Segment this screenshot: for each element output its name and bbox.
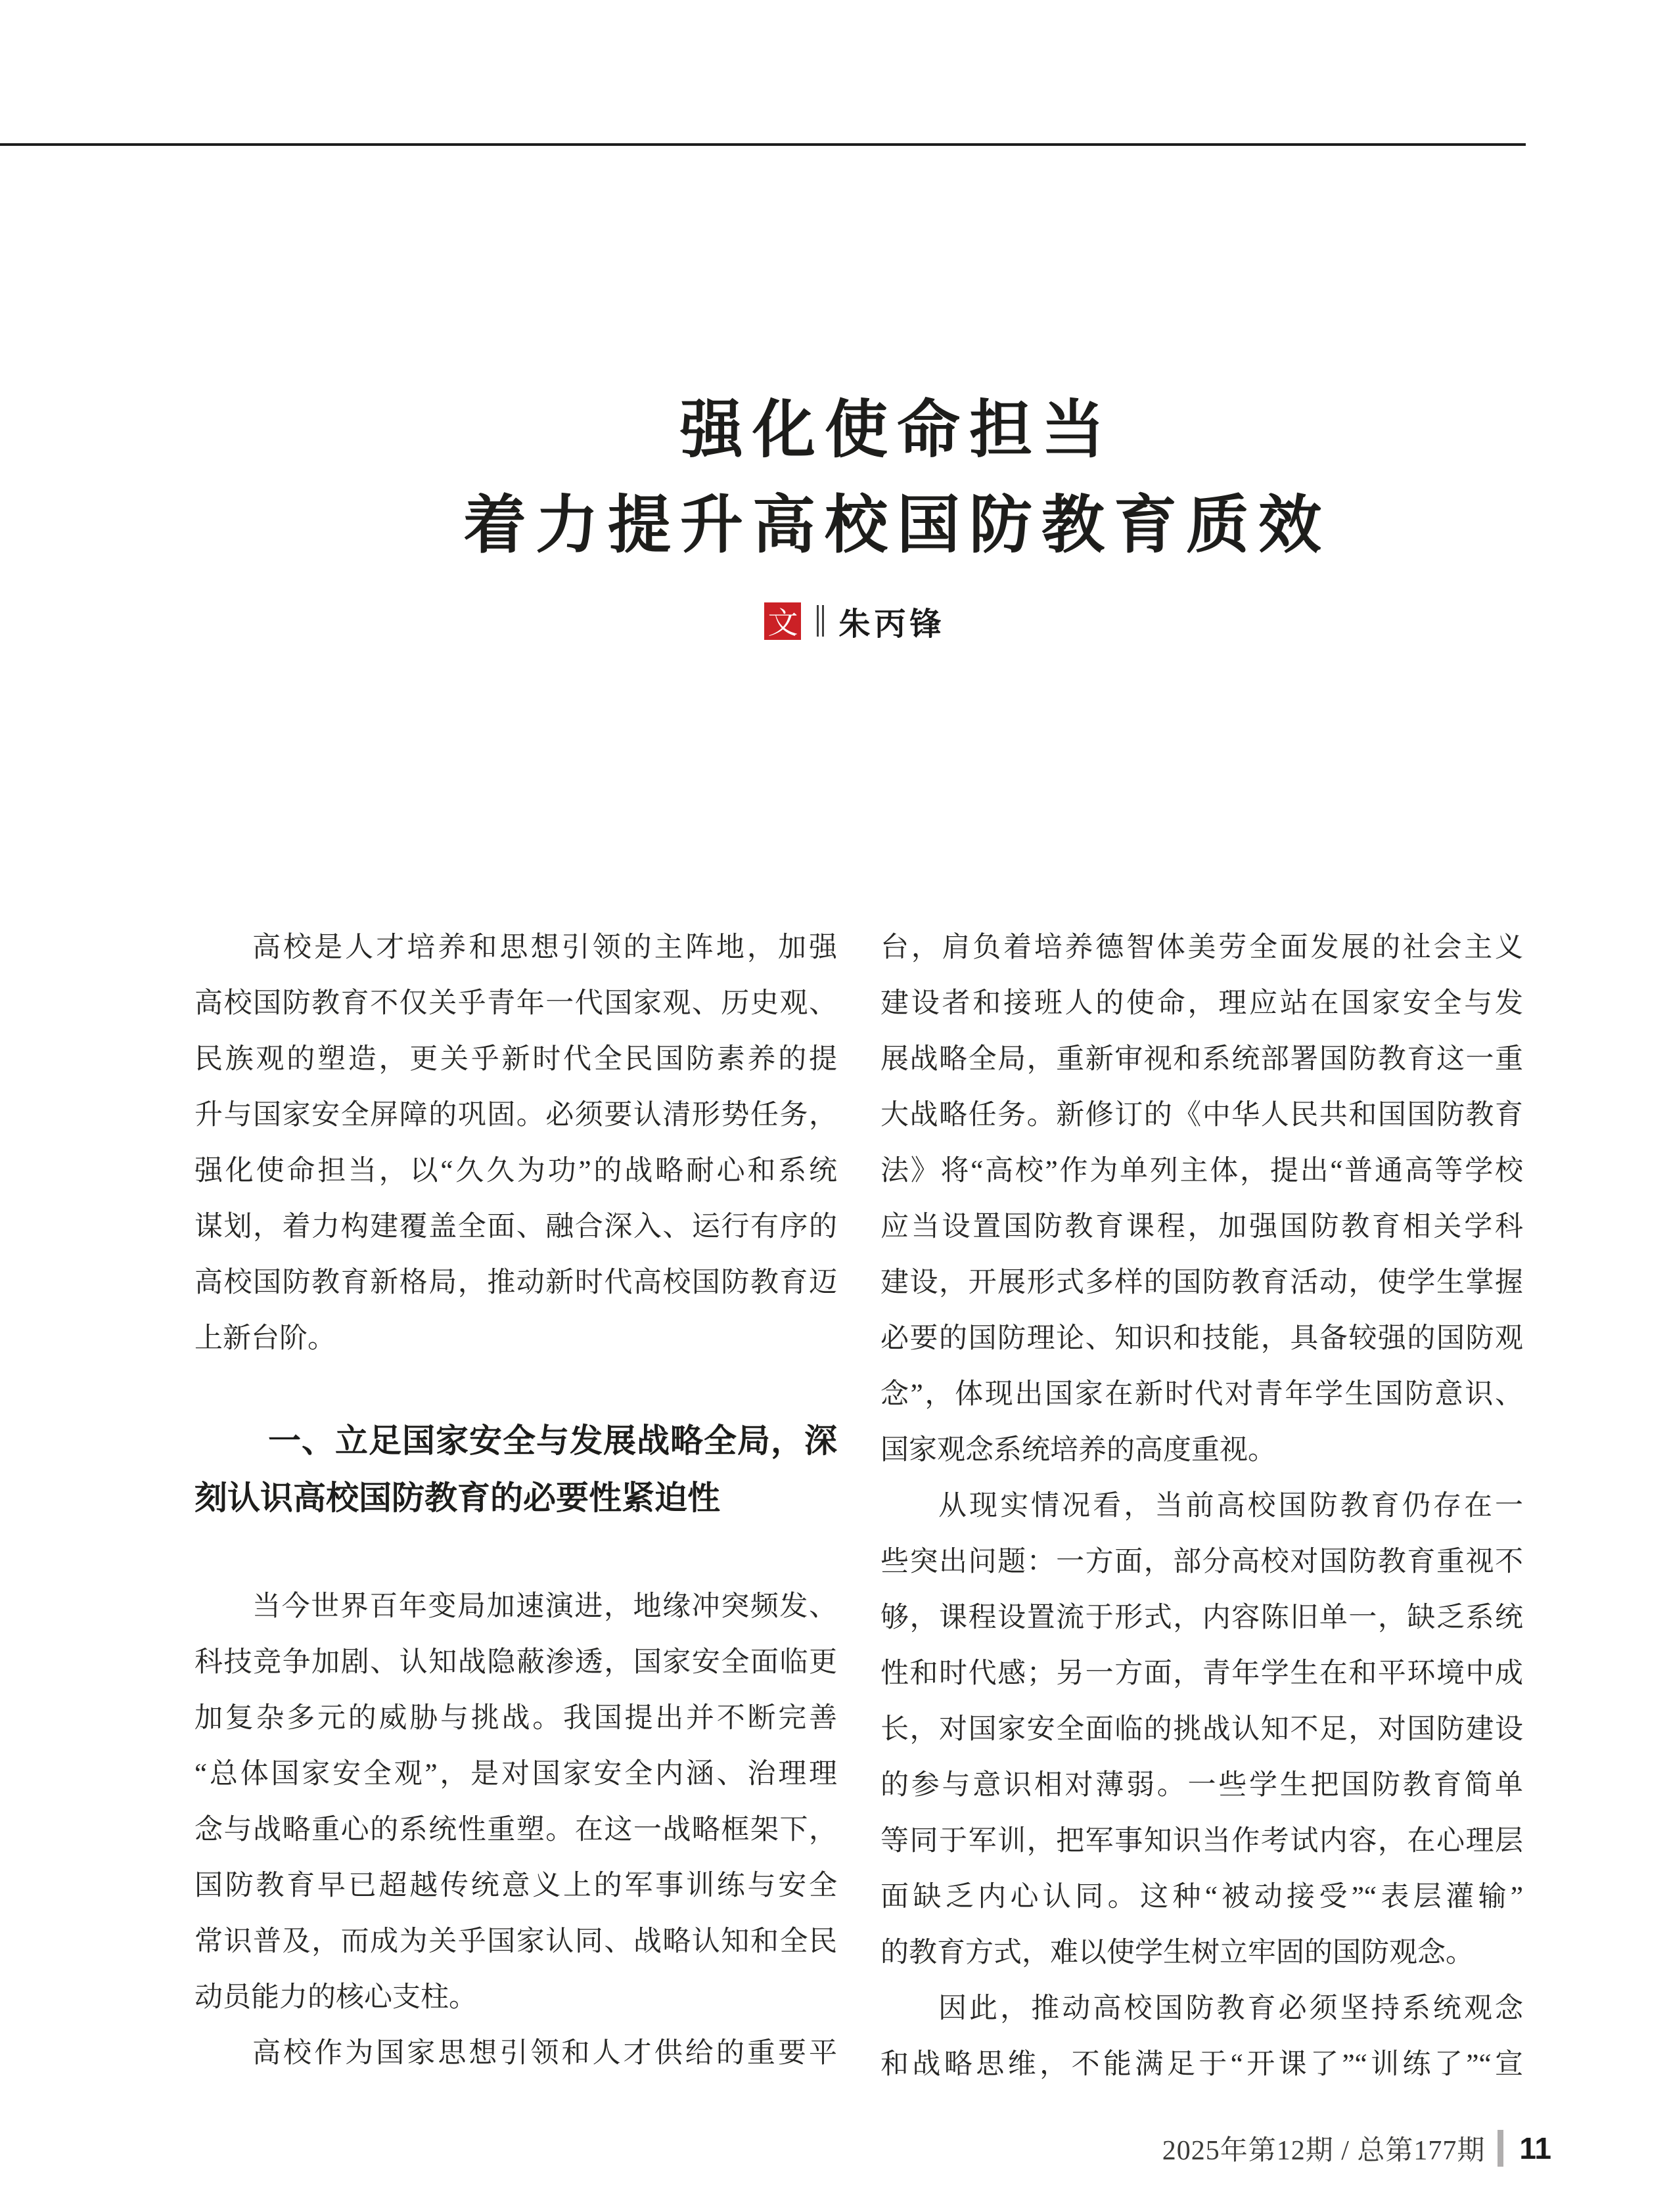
left-column: [194, 920, 837, 2081]
text-line: 高校国防教育不仅关乎青年一代国家观、历史观、: [194, 988, 837, 1019]
text-line: 些突出问题：一方面，部分高校对国防教育重视不: [880, 1546, 1523, 1577]
text-line: 因此，推动高校国防教育必须坚持系统观念: [938, 1993, 1523, 2024]
text-line: 展战略全局，重新审视和系统部署国防教育这一重: [880, 1044, 1523, 1075]
text-line: 国防教育早已超越传统意义上的军事训练与安全: [194, 1870, 837, 1901]
text-line: 上新台阶。: [194, 1323, 336, 1354]
paragraph: [194, 2025, 837, 2081]
text-line: 谋划，着力构建覆盖全面、融合深入、运行有序的: [194, 1211, 837, 1242]
text-line: 大战略任务。新修订的《中华人民共和国国防教育: [880, 1100, 1523, 1131]
paragraph: [194, 920, 837, 1366]
text-line: 升与国家安全屏障的巩固。必须要认清形势任务，: [194, 1100, 837, 1131]
footer-issue-info: 2025年第12期 / 总第177期: [1162, 2136, 1486, 2166]
paragraph: [880, 1478, 1523, 1981]
text-line: 高校是人才培养和思想引领的主阵地，加强: [252, 932, 837, 963]
byline: [41, 602, 1669, 640]
text-line: 建设，开展形式多样的国防教育活动，使学生掌握: [880, 1267, 1523, 1298]
text-line: 法》将“高校”作为单列主体，提出“普通高等学校: [880, 1156, 1523, 1186]
text-line: “总体国家安全观”，是对国家安全内涵、治理理: [194, 1759, 837, 1790]
text-line: 长，对国家安全面临的挑战认知不足，对国防建设: [880, 1714, 1523, 1745]
text-line: 建设者和接班人的使命，理应站在国家安全与发: [880, 988, 1523, 1019]
text-line: 动员能力的核心支柱。: [194, 1982, 477, 2013]
text-line: 面缺乏内心认同。这种“被动接受”“表层灌输”: [880, 1882, 1523, 1912]
byline-author: 朱丙锋: [838, 606, 946, 642]
text-line: 当今世界百年变局加速演进，地缘冲突频发、: [252, 1591, 837, 1622]
text-line: 应当设置国防教育课程，加强国防教育相关学科: [880, 1211, 1523, 1242]
text-line: 常识普及，而成为关乎国家认同、战略认知和全民: [194, 1926, 837, 1957]
text-line: 台，肩负着培养德智体美劳全面发展的社会主义: [880, 932, 1523, 963]
text-line: 必要的国防理论、知识和技能，具备较强的国防观: [880, 1323, 1523, 1354]
text-line: 科技竞争加剧、认知战隐蔽渗透，国家安全面临更: [194, 1647, 837, 1678]
title-line-1: 强化使命担当: [680, 395, 1114, 465]
text-line: 念”，体现出国家在新时代对青年学生国防意识、: [880, 1379, 1523, 1410]
text-line: 加复杂多元的威胁与挑战。我国提出并不断完善: [194, 1703, 837, 1734]
paragraph: [880, 1981, 1523, 2092]
text-line: 强化使命担当，以“久久为功”的战略耐心和系统: [194, 1156, 837, 1186]
text-line: 够，课程设置流于形式，内容陈旧单一，缺乏系统: [880, 1602, 1523, 1633]
text-line: 从现实情况看，当前高校国防教育仍存在一: [938, 1491, 1523, 1522]
text-line: 和战略思维，不能满足于“开课了”“训练了”“宣: [880, 2049, 1523, 2080]
text-line: 民族观的塑造，更关乎新时代全民国防素养的提: [194, 1044, 837, 1075]
heading-line: 一、立足国家安全与发展战略全局，深: [268, 1422, 837, 1459]
text-line: 高校作为国家思想引领和人才供给的重要平: [252, 2038, 837, 2069]
page-footer: [1162, 2129, 1551, 2168]
byline-separator-icon: [817, 605, 824, 637]
text-line: 的参与意识相对薄弱。一些学生把国防教育简单: [880, 1770, 1523, 1801]
text-line: 国家观念系统培养的高度重视。: [880, 1435, 1276, 1466]
section-heading: [194, 1412, 837, 1527]
paragraph: [194, 1579, 837, 2025]
header-rule: [0, 143, 1526, 146]
heading-line: 刻认识高校国防教育的必要性紧迫性: [194, 1479, 720, 1516]
text-line: 等同于军训，把军事知识当作考试内容，在心理层: [880, 1826, 1523, 1857]
text-line: 高校国防教育新格局，推动新时代高校国防教育迈: [194, 1267, 837, 1298]
text-line: 的教育方式，难以使学生树立牢固的国防观念。: [880, 1937, 1474, 1968]
paragraph: [880, 920, 1523, 1478]
footer-page-number: 11: [1519, 2131, 1551, 2165]
footer-divider: [1498, 2130, 1503, 2167]
byline-label-badge: 文: [764, 602, 801, 640]
text-line: 性和时代感；另一方面，青年学生在和平环境中成: [880, 1658, 1523, 1689]
text-line: 念与战略重心的系统性重塑。在这一战略框架下，: [194, 1815, 837, 1845]
article-title: [125, 397, 1669, 558]
title-line-2: 着力提升高校国防教育质效: [463, 490, 1331, 560]
right-column: [880, 920, 1523, 2092]
